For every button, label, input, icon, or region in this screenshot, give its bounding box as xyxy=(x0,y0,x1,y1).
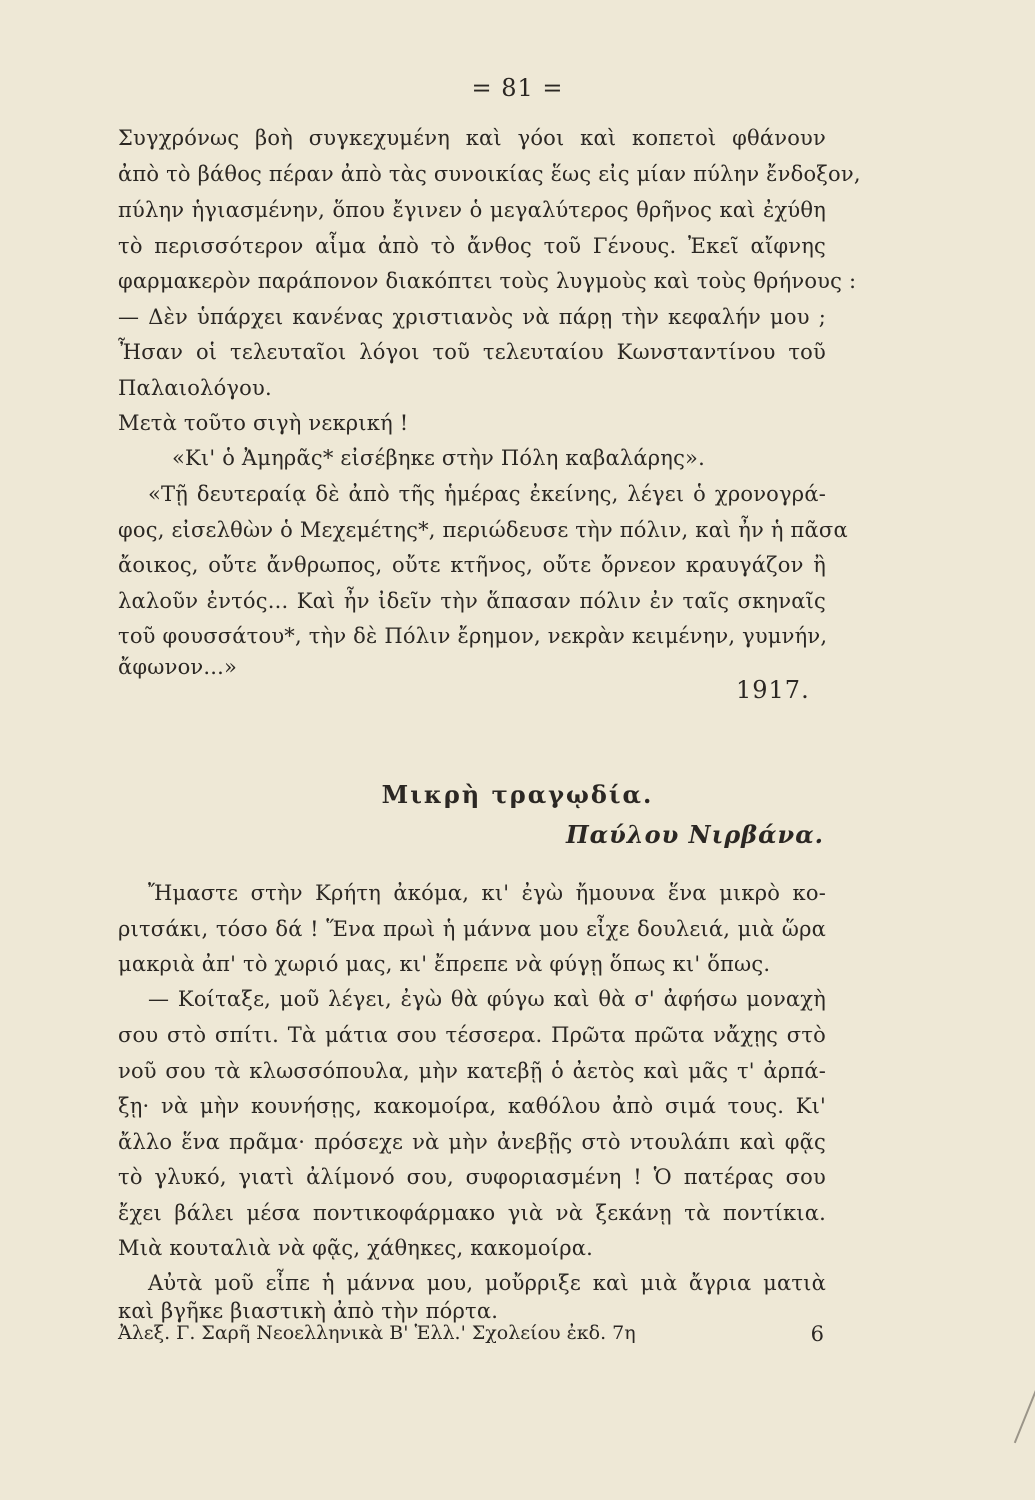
text-line: πύλην ἡγιασμένην, ὅπου ἔγινεν ὁ μεγαλύτερος θρῆνος καὶ ἐχύθη xyxy=(118,198,826,222)
story-title: Μικρὴ τραγῳδία. xyxy=(381,780,654,809)
footer-signature: Ἀλεξ. Γ. Σαρῆ Νεοελληνικὰ Β' Ἑλλ.' Σχολείου ἐκδ. 7η xyxy=(118,1322,636,1344)
text-line: ριτσάκι, τόσο δά ! Ἕνα πρωὶ ἡ μάννα μου εἶχε δουλειά, μιὰ ὥρα xyxy=(118,917,826,941)
text-line: Μιὰ κουταλιὰ νὰ φᾷς, χάθηκες, κακομοίρα. xyxy=(118,1236,593,1260)
text-line: τὸ περισσότερον αἷμα ἀπὸ τὸ ἄνθος τοῦ Γένους. Ἐκεῖ αἴφνης xyxy=(118,234,826,258)
text-line: «Τῇ δευτεραίᾳ δὲ ἀπὸ τῆς ἡμέρας ἐκείνης, λέγει ὁ χρονογρά- xyxy=(148,482,826,506)
text-line: τοῦ φουσσάτου*, τὴν δὲ Πόλιν ἔρημον, νεκρὰν κειμένην, γυμνήν, xyxy=(118,624,828,648)
year: 1917. xyxy=(736,676,810,704)
text-line: σου στὸ σπίτι. Τὰ μάτια σου τέσσερα. Πρῶτα πρῶτα νἄχῃς στὸ xyxy=(118,1023,826,1047)
text-line: Συγχρόνως βοὴ συγκεχυμένη καὶ γόοι καὶ κοπετοὶ φθάνουν xyxy=(118,126,826,150)
text-line: φος, εἰσελθὼν ὁ Μεχεμέτης*, περιώδευσε τὴν πόλιν, καὶ ἦν ἡ πᾶσα xyxy=(118,518,848,542)
quote-line: «Κι' ὁ Ἀμηρᾶς* εἰσέβηκε στὴν Πόλη καβαλάρης». xyxy=(172,446,705,470)
scan-artifact xyxy=(1014,1387,1035,1443)
text-line: — Κοίταξε, μοῦ λέγει, ἐγὼ θὰ φύγω καὶ θὰ σ' ἀφήσω μοναχὴ xyxy=(148,987,826,1011)
page-number: = 81 = xyxy=(471,74,564,102)
text-line: ἄοικος, οὔτε ἄνθρωπος, οὔτε κτῆνος, οὔτε ὄρνεον κραυγάζον ἢ xyxy=(118,553,826,577)
text-line: φαρμακερὸν παράπονον διακόπτει τοὺς λυγμοὺς καὶ τοὺς θρήνους : xyxy=(118,269,857,293)
text-line: Ἦσαν οἱ τελευταῖοι λόγοι τοῦ τελευταίου Κωνσταντίνου τοῦ xyxy=(118,340,826,364)
footer-page-number: 6 xyxy=(810,1322,824,1346)
text-line: ἄλλο ἕνα πρᾶμα· πρόσεχε νὰ μὴν ἀνεβῇς στὸ ντουλάπι καὶ φᾷς xyxy=(118,1130,826,1154)
text-line: τὸ γλυκό, γιατὶ ἀλίμονό σου, συφοριασμένη ! Ὁ πατέρας σου xyxy=(118,1165,826,1189)
text-line: καὶ βγῆκε βιαστικὴ ἀπὸ τὴν πόρτα. xyxy=(118,1299,499,1323)
text-line: ξῃ· νὰ μὴν κουνήσῃς, κακομοίρα, καθόλου ἀπὸ σιμά τους. Κι' xyxy=(118,1094,826,1118)
text-line: Αὐτὰ μοῦ εἶπε ἡ μάννα μου, μοὔρριξε καὶ μιὰ ἄγρια ματιὰ xyxy=(148,1271,826,1295)
text-line: ἔχει βάλει μέσα ποντικοφάρμακο γιὰ νὰ ξεκάνῃ τὰ ποντίκια. xyxy=(118,1201,826,1225)
text-line: μακριὰ ἀπ' τὸ χωριό μας, κι' ἔπρεπε νὰ φύγῃ ὅπως κι' ὅπως. xyxy=(118,952,771,976)
text-line: νοῦ σου τὰ κλωσσόπουλα, μὴν κατεβῇ ὁ ἀετὸς καὶ μᾶς τ' ἀρπά- xyxy=(118,1059,826,1083)
page-footer xyxy=(118,1322,826,1346)
text-line: ἀπὸ τὸ βάθος πέραν ἀπὸ τὰς συνοικίας ἕως εἰς μίαν πύλην ἔνδοξον, xyxy=(118,162,861,186)
text-line: Ἤμαστε στὴν Κρήτη ἀκόμα, κι' ἐγὼ ἤμουνα ἕνα μικρὸ κο- xyxy=(148,881,826,905)
text-line: ἄφωνον...» xyxy=(118,655,238,679)
text-line: — Δὲν ὑπάρχει κανένας χριστιανὸς νὰ πάρῃ τὴν κεφαλήν μου ; xyxy=(118,305,826,329)
text-line: Μετὰ τοῦτο σιγὴ νεκρική ! xyxy=(118,411,409,435)
text-line: Παλαιολόγου. xyxy=(118,376,272,400)
story-author: Παύλου Νιρβάνα. xyxy=(566,820,825,849)
text-line: λαλοῦν ἐντός... Καὶ ἦν ἰδεῖν τὴν ἅπασαν πόλιν ἐν ταῖς σκηναῖς xyxy=(118,589,826,613)
